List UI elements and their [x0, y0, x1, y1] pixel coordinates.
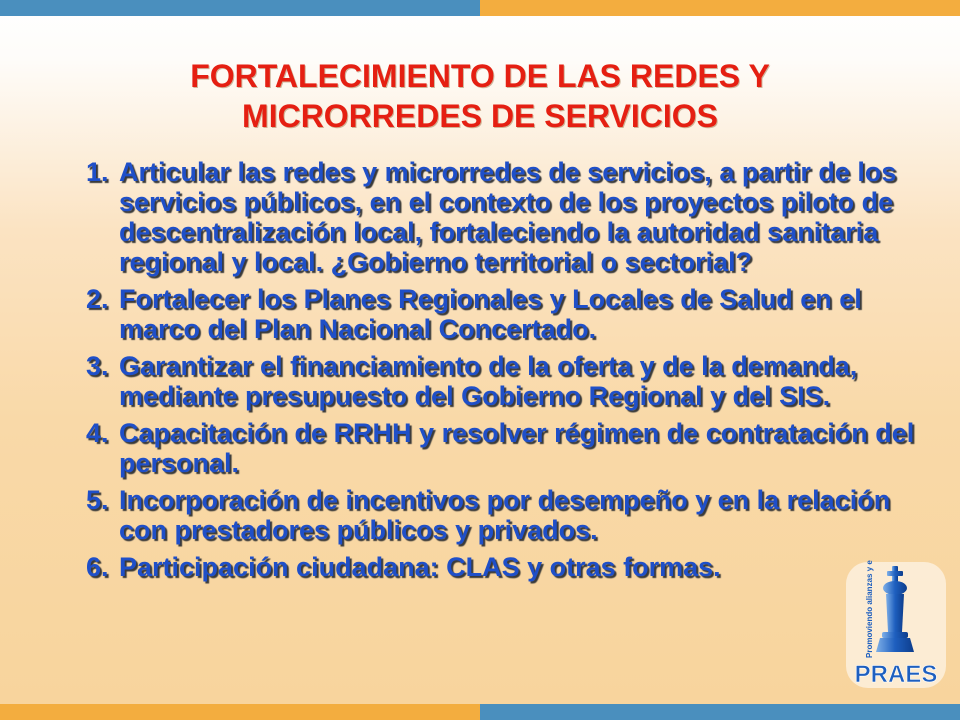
- slide-title-line-2: MICRORREDES DE SERVICIOS: [242, 98, 718, 134]
- bottom-bar-blue: [480, 704, 960, 720]
- item-number: 4.: [86, 418, 109, 448]
- item-number: 5.: [86, 485, 109, 515]
- item-text: Capacitación de RRHH y resolver régimen de contratación del personal.: [119, 418, 915, 478]
- item-text: Participación ciudadana: CLAS y otras formas.: [119, 552, 721, 582]
- list-item: [86, 157, 921, 277]
- list-item: [86, 418, 921, 478]
- top-bar-blue: [0, 0, 480, 16]
- item-number: 2.: [86, 284, 109, 314]
- svg-text:Promoviendo alianzas y estrate: Promoviendo alianzas y estrategias: [865, 560, 874, 658]
- item-text: Garantizar el financiamiento de la oferta y de la demanda, mediante presupuesto del Gobierno Regional y del SIS.: [119, 351, 858, 411]
- praes-logo: [842, 560, 950, 690]
- slide-title: [60, 56, 900, 136]
- item-number: 1.: [86, 157, 109, 187]
- svg-text:PRAES: PRAES: [854, 661, 938, 688]
- item-text: Incorporación de incentivos por desempeño y en la relación con prestadores públicos y privados.: [119, 485, 891, 545]
- item-text: Fortalecer los Planes Regionales y Locales de Salud en el marco del Plan Nacional Concertado.: [119, 284, 862, 344]
- list-item: [86, 284, 921, 344]
- bottom-bar-orange: [0, 704, 480, 720]
- item-number: 6.: [86, 552, 109, 582]
- list-item: [86, 485, 921, 545]
- list-item: [86, 351, 921, 411]
- bullet-list: [86, 157, 921, 589]
- item-number: 3.: [86, 351, 109, 381]
- top-bar-orange: [480, 0, 960, 16]
- item-text: Articular las redes y microrredes de servicios, a partir de los servicios públicos, en el contexto de los proyectos piloto de descentralización local, fortaleciendo la autoridad sanitaria regional y local. ¿Gobierno territorial o sectorial?: [119, 157, 897, 277]
- list-item: [86, 552, 921, 582]
- slide-title-line-1: FORTALECIMIENTO DE LAS REDES Y: [190, 58, 770, 94]
- chess-king-icon: [842, 560, 950, 690]
